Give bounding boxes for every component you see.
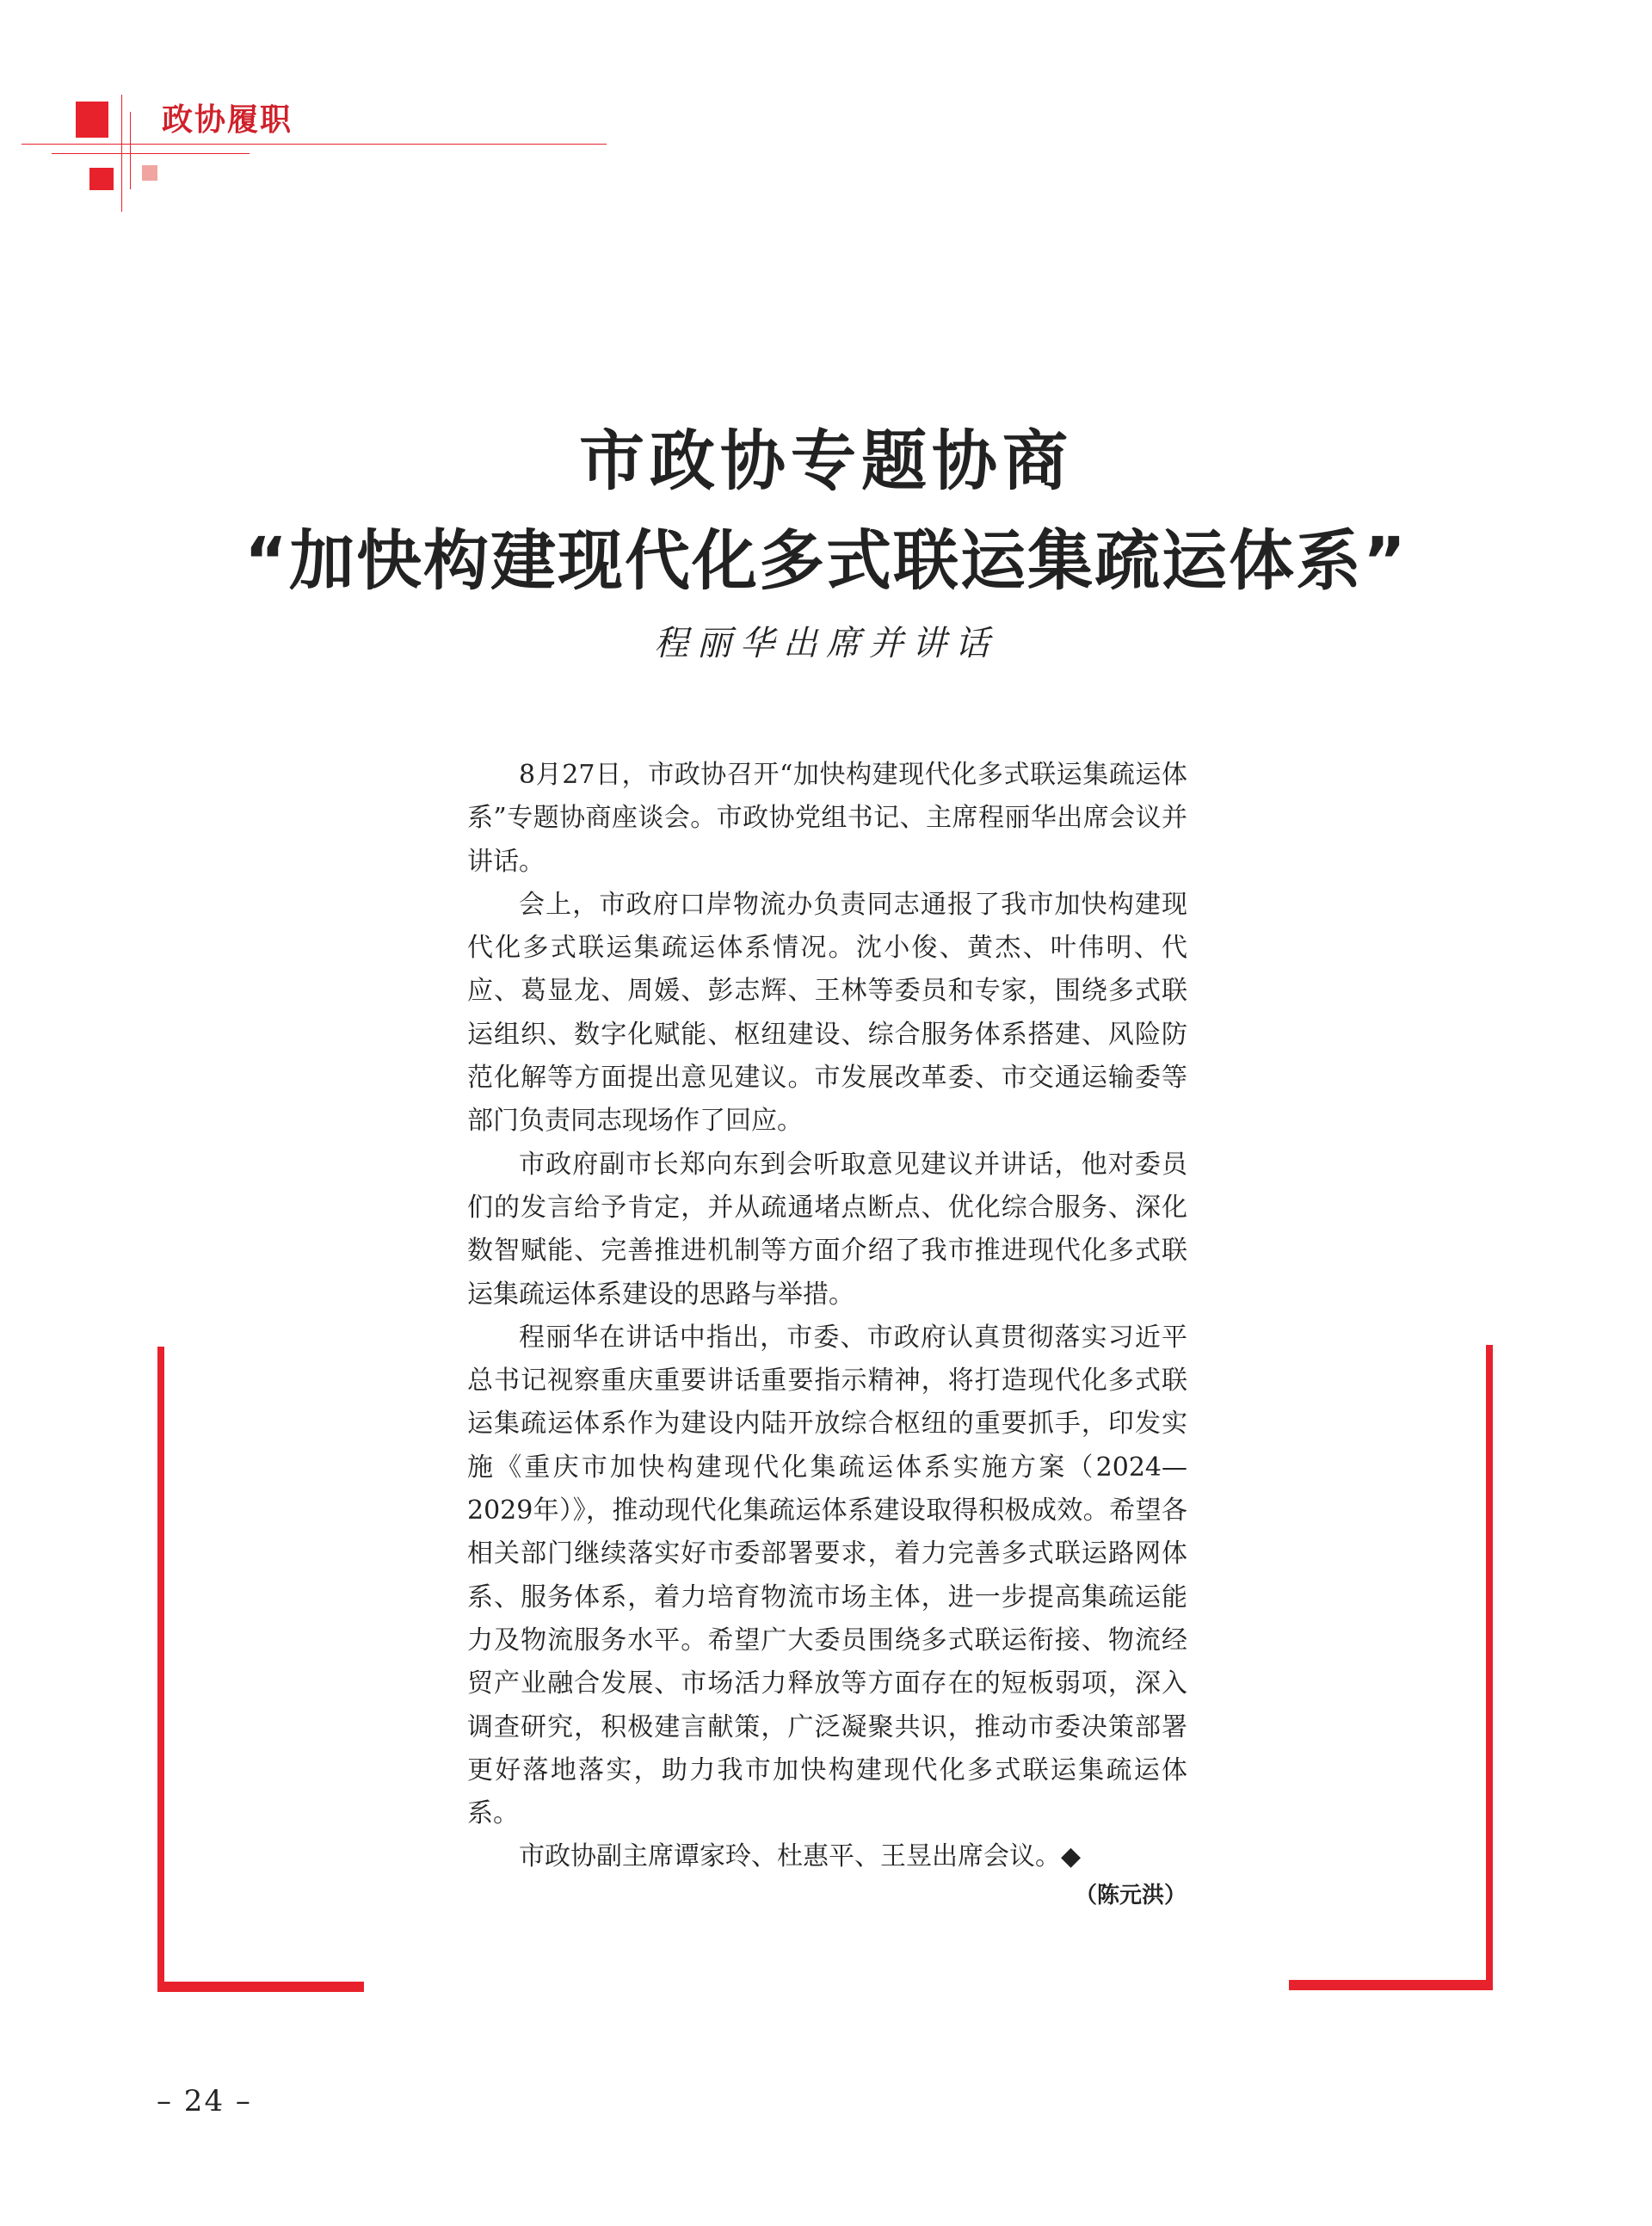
frame-bracket-right-vertical <box>1486 1345 1493 1990</box>
paragraph: 程丽华在讲话中指出，市委、市政府认真贯彻落实习近平总书记视察重庆重要讲话重要指示精神，将打造现代化多式联运集疏运体系作为建设内陆开放综合枢纽的重要抓手，印发实施《重庆市加快构建现代化集疏运体系实施方案（2024—2029年）》，推动现代化集疏运体系建设取得积极成效。希望各相关部门继续落实好市委部署要求，着力完善多式联运路网体系、服务体系，着力培育物流市场主体，进一步提高集疏运能力及物流服务水平。希望广大委员围绕多式联运衔接、物流经贸产业融合发展、市场活力释放等方面存在的短板弱项，深入调查研究，积极建言献策，广泛凝聚共识，推动市委决策部署更好落地落实，助力我市加快构建现代化多式联运集疏运体系。 <box>467 1322 1187 1829</box>
paragraph: 会上，市政府口岸物流办负责同志通报了我市加快构建现代化多式联运集疏运体系情况。沈小俊、黄杰、叶伟明、代应、葛显龙、周媛、彭志辉、王林等委员和专家，围绕多式联运组织、数字化赋能、枢纽建设、综合服务体系搭建、风险防范化解等方面提出意见建议。市发展改革委、市交通运输委等部门负责同志现场作了回应。 <box>467 889 1187 1137</box>
article-subtitle: 程丽华出席并讲话 <box>654 624 998 663</box>
header-red-square-small-icon <box>89 168 114 190</box>
header-rule-vertical <box>121 95 122 212</box>
article-body <box>467 754 1187 1879</box>
frame-bracket-left-vertical <box>157 1347 164 1992</box>
header-pink-square-icon <box>142 165 157 181</box>
paragraph: 8月27日，市政协召开“加快构建现代化多式联运集疏运体系”专题协商座谈会。市政协党组书记、主席程丽华出席会议并讲话。 <box>467 760 1187 877</box>
author-byline: （陈元洪） <box>1074 1883 1187 1908</box>
paragraph: 市政协副主席谭家玲、杜惠平、王昱出席会议。◆ <box>519 1841 1082 1872</box>
header-rule-vertical-2 <box>130 112 131 189</box>
section-label: 政协履职 <box>162 102 293 138</box>
paragraph: 市政府副市长郑向东到会听取意见建议并讲话，他对委员们的发言给予肯定，并从疏通堵点断点、优化综合服务、深化数智赋能、完善推进机制等方面介绍了我市推进现代化多式联运集疏运体系建设的思路与举措。 <box>467 1149 1187 1310</box>
header-rule-short <box>52 153 250 154</box>
header-red-square-icon <box>76 102 108 138</box>
article-title-line2: “加快构建现代化多式联运集疏运体系” <box>244 522 1408 599</box>
header-rule-long <box>22 144 607 145</box>
article-title-line1: 市政协专题协商 <box>579 422 1073 499</box>
page-number: – 24 – <box>157 2084 252 2118</box>
frame-bracket-left-horizontal <box>157 1982 364 1992</box>
frame-bracket-right-horizontal <box>1289 1980 1493 1990</box>
